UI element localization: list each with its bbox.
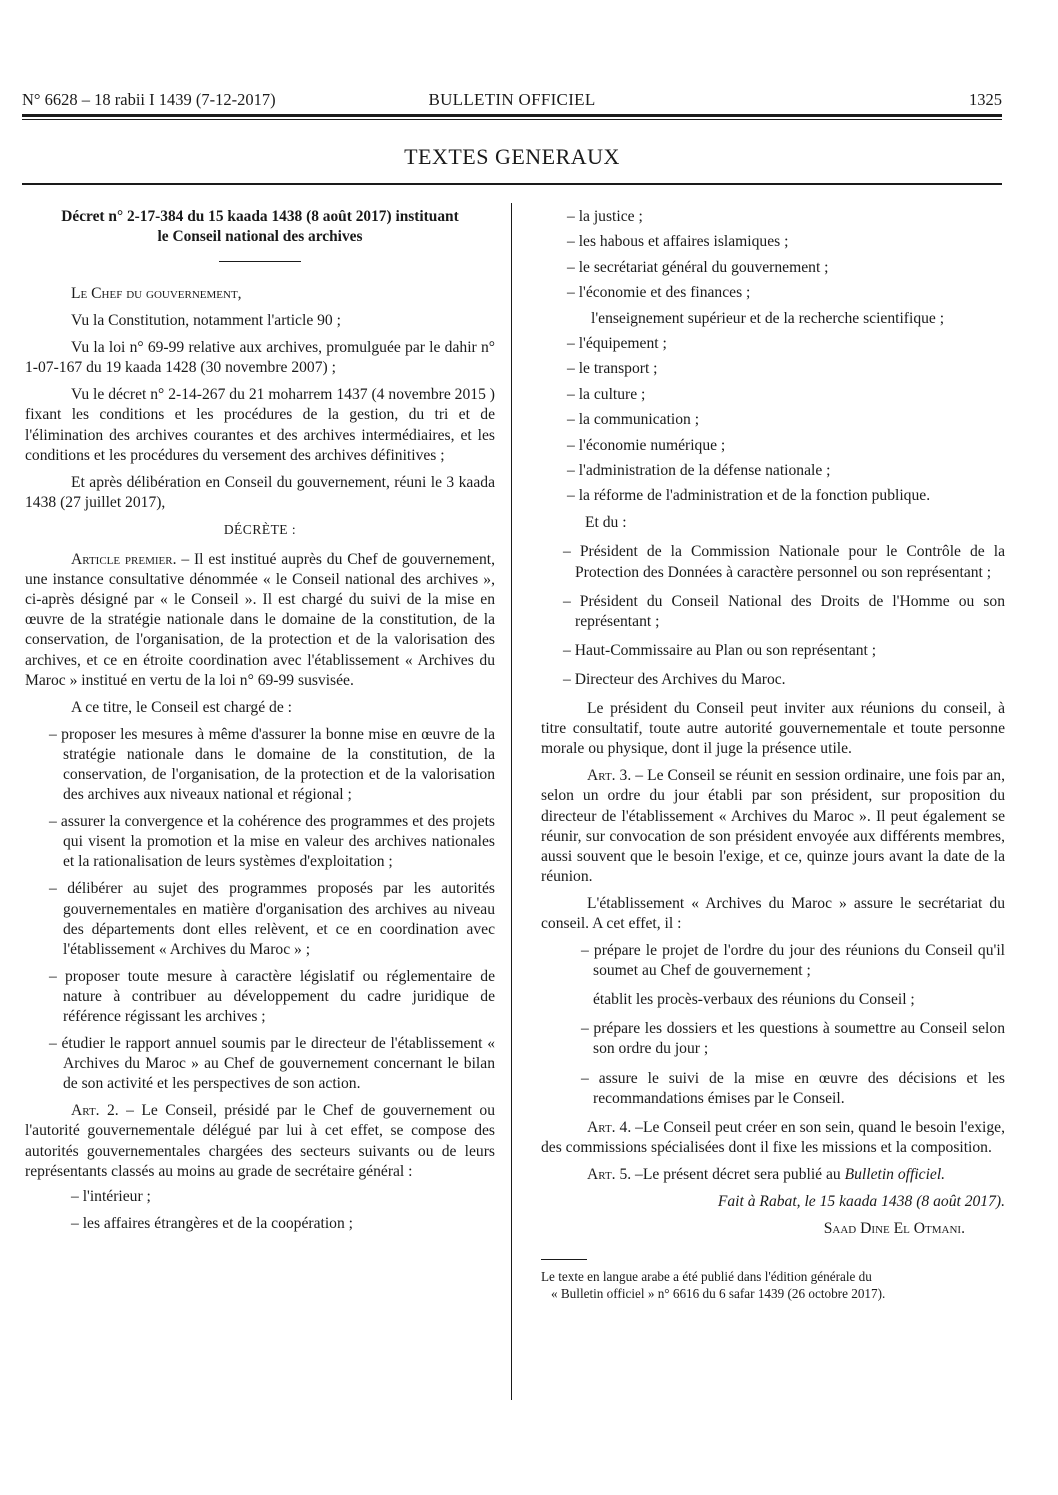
article-5 [541, 1165, 1005, 1185]
vu-constitution: Vu la Constitution, notamment l'article 90 ; [71, 312, 341, 330]
article-3 [541, 766, 1005, 887]
article-2 [25, 1101, 495, 1181]
vu-decret: Vu le décret n° 2-14-267 du 21 moharrem 1437 (4 novembre 2015 ) fixant les conditions et les procédures de la gestion, du tri et de l'élimination des archives courantes et des archives intermédiaires, et les conditions et les procédures du versement des archives définitives ; [25, 386, 495, 464]
article-1-label: Article premier. [71, 551, 177, 569]
article-5-label: Art. 5. [587, 1165, 632, 1183]
sector-item: – la réforme de l'administration et de la fonction publique. [567, 487, 931, 505]
footnote [541, 1268, 1005, 1302]
sector-item: – l'administration de la défense nationale ; [567, 461, 831, 479]
sector-item: – l'économie et des finances ; [567, 284, 751, 302]
invite-paragraph: Le président du Conseil peut inviter aux réunions du conseil, à titre consultatif, toute autre autorité gouvernementale et toute personne morale ou physique, dont il juge la présence utile. [541, 700, 1005, 758]
decrete-heading: DÉCRÈTE : [223, 521, 297, 537]
page-number: 1325 [969, 90, 1002, 109]
sector-item: – l'intérieur ; [71, 1187, 151, 1205]
footnote-rule [541, 1259, 587, 1260]
article-1-text: – Il est institué auprès du Chef de gouvernement, une instance consultative dénommée « le Conseil national des archives », ci-après désigné par « le Conseil ». Il est chargé du suivi de la mise en œuvre de la stratégie nationale dans le domaine de la constitution, de la conservation, de l'organisation, de la protection et de la valorisation des archives, et ce en étroite coordination avec l'établissement « Archives du Maroc » institué en vertu de la loi n° 69-99 susvisée. [25, 551, 495, 689]
secretariat-item: – prépare le projet de l'ordre du jour des réunions du Conseil qu'il soumet au Chef de gouvernement ; [581, 942, 1005, 980]
article-4-label: Art. 4. [587, 1118, 632, 1136]
left-column [25, 207, 495, 1241]
article-3-label: Art. 3. [587, 767, 632, 785]
publication-name: BULLETIN OFFICIEL [428, 90, 596, 109]
sector-item: – la justice ; [567, 208, 643, 225]
sector-item: – les habous et affaires islamiques ; [567, 233, 789, 251]
article-1 [25, 550, 495, 691]
vu-loi: Vu la loi n° 69-99 relative aux archives, promulguée par le dahir n° 1-07-167 du 19 kaada 1428 (30 novembre 2007) ; [25, 339, 495, 377]
issue-number: N° 6628 – 18 rabii I 1439 (7-12-2017) [22, 90, 276, 109]
right-column [541, 207, 1005, 1302]
section-rule [22, 183, 1002, 185]
article-2-text: – Le Conseil, présidé par le Chef de gouvernement ou l'autorité gouvernementale délégué par lui à cet effet, se compose des autorités gouvernementales chargées des secteurs suivants ou de leurs représentants classés au moins au grade de secrétaire général : [25, 1102, 495, 1180]
secretariat-paragraph: L'établissement « Archives du Maroc » assure le secrétariat du conseil. A cet effet, il : [541, 894, 1005, 932]
member-item: – Président du Conseil National des Droits de l'Homme ou son représentant ; [563, 592, 1005, 630]
mission-item: – assurer la convergence et la cohérence des programmes et des projets qui visent la promotion et la mise en valeur des archives nationales et la rationalisation de leurs systèmes d'exploitation ; [49, 813, 495, 871]
signed-place-date: Fait à Rabat, le 15 kaada 1438 (8 août 2017). [717, 1193, 1005, 1211]
secretariat-item: – assure le suivi de la mise en œuvre des décisions et les recommandations émises par le Conseil. [581, 1069, 1005, 1107]
decree-title-line2: le Conseil national des archives [157, 228, 363, 245]
article-1-intro: A ce titre, le Conseil est chargé de : [71, 698, 292, 716]
header-rule-thin [22, 119, 1002, 120]
column-divider [511, 203, 512, 1400]
et-du: Et du : [585, 514, 627, 532]
mission-item: – proposer toute mesure à caractère législatif ou réglementaire de nature à contribuer au développement du cadre juridique de référence régissant les archives ; [49, 967, 495, 1025]
article-2-label: Art. 2. [71, 1102, 119, 1120]
secretariat-item: établit les procès-verbaux des réunions du Conseil ; [593, 991, 915, 1009]
article-5-text: –Le présent décret sera publié au [631, 1165, 845, 1183]
decree-author: Le Chef du gouvernement, [71, 285, 242, 302]
running-header [22, 90, 1002, 112]
mission-item: – proposer les mesures à même d'assurer la bonne mise en œuvre de la stratégie nationale dans le domaine de la constitution, de la conservation, de l'organisation, de la protection et de la valorisation des archives aux niveaux national et régional ; [49, 725, 495, 804]
article-5-journal: Bulletin officiel. [844, 1165, 946, 1183]
member-item: – Directeur des Archives du Maroc. [563, 670, 786, 688]
member-item: – Haut-Commissaire au Plan ou son représentant ; [563, 641, 877, 659]
decree-title [25, 207, 495, 247]
sector-item: – l'économie numérique ; [567, 436, 726, 454]
sector-item: – la communication ; [567, 411, 700, 429]
member-item: – Président de la Commission Nationale pour le Contrôle de la Protection des Données à caractère personnel ou son représentant ; [563, 543, 1005, 581]
mission-item: – étudier le rapport annuel soumis par le directeur de l'établissement « Archives du Maroc » au Chef de gouvernement concernant le bilan de son activité et les perspectives de son action. [49, 1035, 495, 1093]
sector-item: – les affaires étrangères et de la coopération ; [71, 1214, 353, 1232]
article-4 [541, 1118, 1005, 1158]
sector-item: – l'équipement ; [567, 334, 667, 352]
sector-item: – la culture ; [567, 385, 646, 403]
footnote-line2: « Bulletin officiel » n° 6616 du 6 safar 1439 (26 octobre 2017). [551, 1286, 886, 1302]
article-4-text: –Le Conseil peut créer en son sein, quand le besoin l'exige, des commissions spécialisées dont il fixe les missions et la composition. [541, 1118, 1005, 1156]
article-3-text: – Le Conseil se réunit en session ordinaire, une fois par an, selon un ordre du jour établi par son président, sur proposition du directeur de l'établissement « Archives du Maroc ». Il peut également se réunir, sur convocation de son président envoyée aux différents membres, aussi souvent que le besoin l'exige, et ce, quinze jours avant la date de la réunion. [541, 767, 1005, 885]
mission-item: – délibérer au sujet des programmes proposés par les autorités gouvernementales en matière d'organisation des archives au niveau des départements dont elles relèvent, et ce en coordination avec l'établissement « Archives du Maroc » ; [49, 880, 495, 958]
secretariat-item: – prépare les dossiers et les questions à soumettre au Conseil selon son ordre du jour ; [581, 1020, 1005, 1058]
sector-item: l'enseignement supérieur et de la recherche scientifique ; [591, 309, 945, 327]
decree-title-line1: Décret n° 2-17-384 du 15 kaada 1438 (8 août 2017) instituant [61, 208, 459, 225]
signatory: Saad Dine El Otmani. [823, 1220, 965, 1238]
section-title: TEXTES GENERAUX [404, 144, 620, 169]
deliberation: Et après délibération en Conseil du gouvernement, réuni le 3 kaada 1438 (27 juillet 2017), [25, 473, 495, 511]
sector-item: – le transport ; [567, 360, 658, 378]
header-rule-thick [22, 114, 1002, 117]
footnote-line1: Le texte en langue arabe a été publié dans l'édition générale du [541, 1269, 872, 1285]
sector-item: – le secrétariat général du gouvernement ; [567, 258, 829, 276]
title-rule [219, 261, 301, 262]
